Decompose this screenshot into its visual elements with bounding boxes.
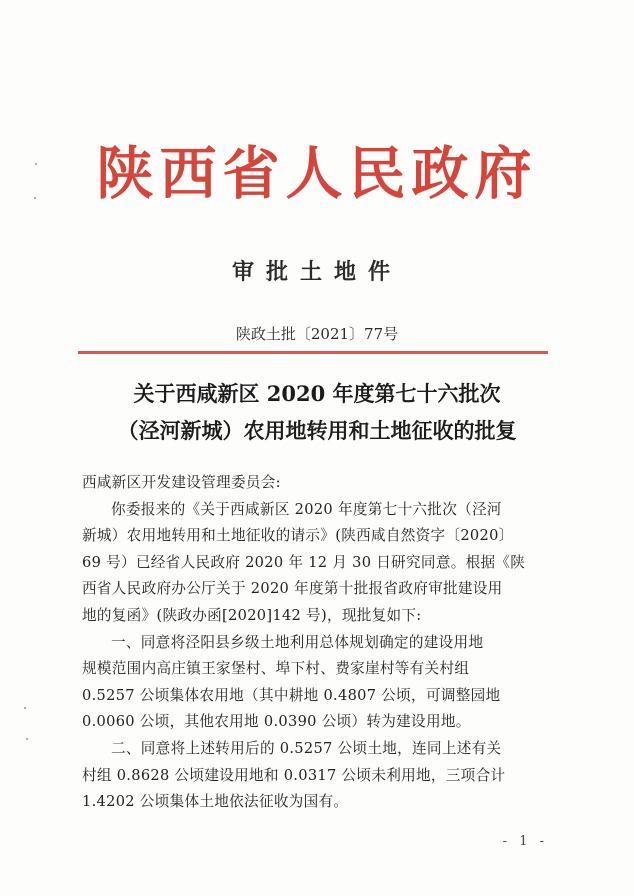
body-line: 新城）农用地转用和土地征收的请示》(陕西咸自然资字〔2020〕 [82,527,514,545]
scan-speck [24,707,26,709]
document-title [0,375,634,449]
red-divider-line [78,351,548,354]
body-line: 一、同意将泾阳县乡级土地利用总体规划确定的建设用地 [111,633,484,651]
title-line: 关于西咸新区 2020 年度第七十六批次 [133,381,501,406]
body-line: 地的复函》(陕政办函[2020]142 号)，现批复如下: [82,606,422,624]
document-type: 审批土地件 [231,259,402,285]
addressee: 西咸新区开发建设管理委员会: [82,474,281,491]
body-line: 你委报来的《关于西咸新区 2020 年度第七十六批次（泾河 [111,500,502,518]
page-number: - 1 - [502,834,548,849]
body-line: 69 号）已经省人民政府 2020 年 12 月 30 日研究同意。根据《陕 [82,553,526,571]
scan-speck [26,738,28,740]
body-line: 0.5257 公顷集体农用地（其中耕地 0.4807 公顷，可调整园地 [82,686,501,704]
body-line: 1.4202 公顷集体土地依法征收为国有。 [82,793,349,811]
document-number: 陕政土批〔2021〕77号 [235,325,399,343]
title-line: （泾河新城）农用地转用和土地征收的批复 [117,418,517,443]
body-line: 二、同意将上述转用后的 0.5257 公顷土地，连同上述有关 [111,739,502,757]
issuer-header: 陕西省人民政府 [96,140,538,207]
body-line: 西省人民政府办公厅关于 2020 年度第十批报省政府审批建设用 [82,580,503,598]
body-line: 村组 0.8628 公顷建设用地和 0.0317 公顷未利用地，三项合计 [82,766,506,784]
body-line: 0.0060 公顷，其他农用地 0.0390 公顷）转为建设用地。 [82,713,471,731]
document-body [82,470,552,816]
body-line: 规模范围内高庄镇王家堡村、埠下村、费家崖村等有关村组 [82,660,470,678]
